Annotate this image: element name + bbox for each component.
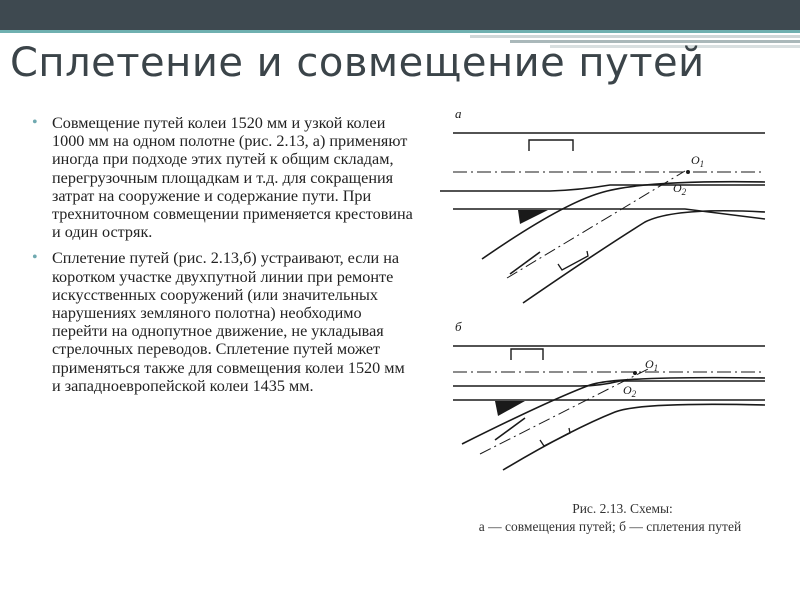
diagram-b-label: б	[455, 319, 462, 334]
figure-caption-text: а — совмещения путей; б — сплетения путей	[478, 519, 742, 534]
diagram-a-o2-label: $O_2$	[673, 181, 687, 197]
bullet-text: Сплетение путей (рис. 2.13,б) устраивают, если на коротком участке двухпутной линии при ремонте искусственных сооружений (или значительных нарушениях земляного полотна) необходимо перейти на однопутное движение, не укладывая стрелочных переводов. Сплетение путей может применяться также для совмещения колеи 1520 мм и западноевропейской колеи 1435 мм.	[52, 249, 405, 395]
bullet-item	[30, 114, 415, 241]
bullet-text: Совмещение путей колеи 1520 мм и узкой колеи 1000 мм на одном полотне (рис. 2.13, а) применяют иногда при подходе этих путей к общим складам, перегрузочным площадкам и т.д. для сокращения затрат на сооружение и содержание пути. При трехниточном совмещении применяется крестовина и один остряк.	[52, 114, 413, 242]
slide-title: Сплетение и совмещение путей	[10, 40, 705, 86]
figure-caption-title: Рис. 2.13. Схемы:	[572, 501, 673, 516]
figure-caption	[445, 500, 775, 536]
bullet-icon: •	[32, 114, 38, 131]
diagram-a	[440, 133, 765, 303]
top-banner	[0, 0, 800, 30]
diagram-b-o1-label: $O_1$	[645, 357, 659, 373]
bullet-item	[30, 249, 415, 395]
diagram-a-o1-label: $O_1$	[691, 153, 705, 169]
diagram-b-o2-label: $O_2$	[623, 383, 637, 399]
diagram-b	[453, 346, 765, 470]
bullet-list	[30, 114, 415, 403]
bullet-icon: •	[32, 249, 38, 267]
diagram-a-label: а	[455, 106, 462, 121]
track-diagram	[440, 100, 780, 500]
